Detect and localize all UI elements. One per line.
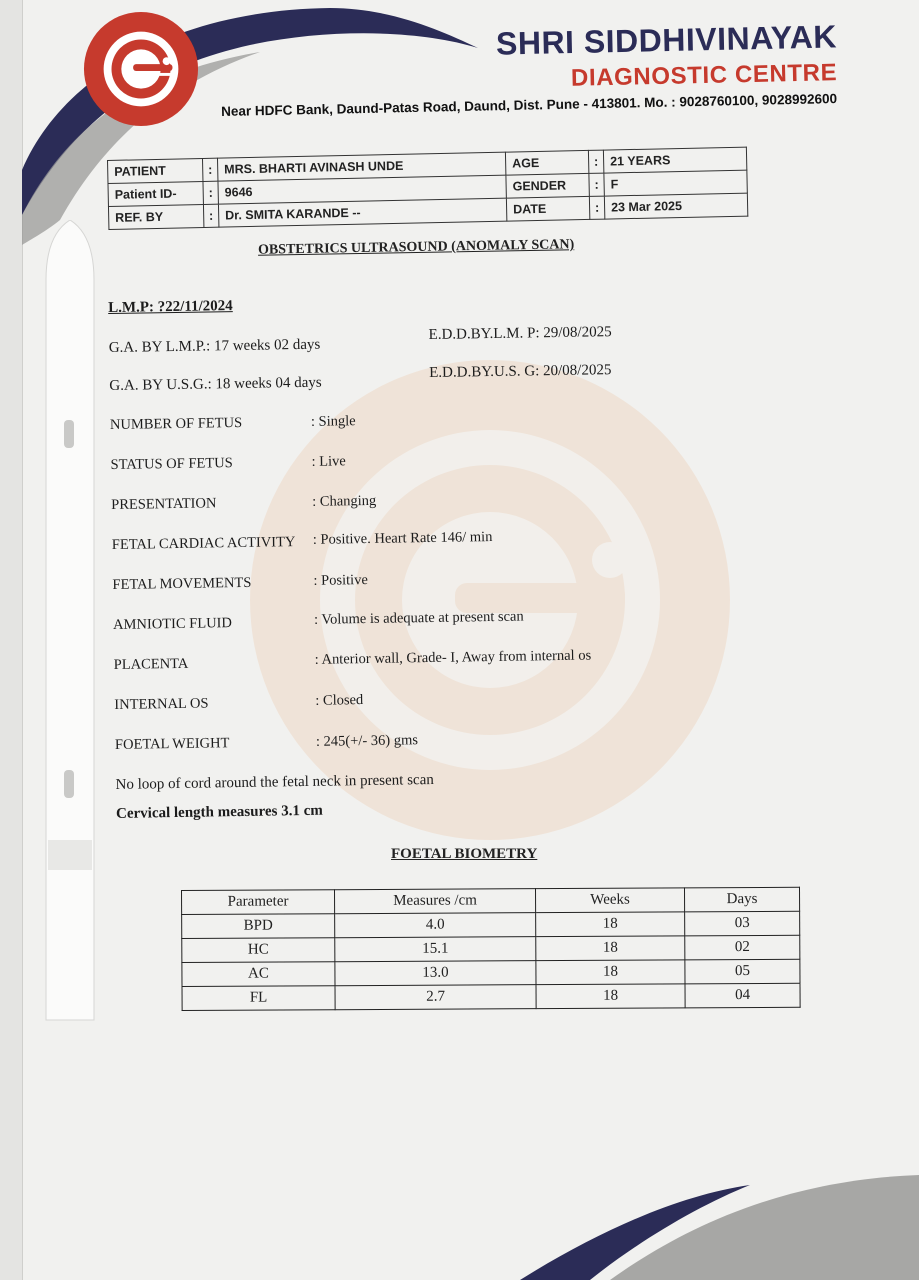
- table-cell: FL: [182, 986, 335, 1011]
- patient-label: PATIENT: [108, 158, 203, 183]
- footer-swoosh-graphic: [520, 1170, 919, 1280]
- cord-note: No loop of cord around the fetal neck in present scan: [115, 771, 434, 793]
- table-row: [182, 935, 800, 962]
- table-cell: HC: [182, 938, 335, 963]
- centre-name-line1: SHRI SIDDHIVINAYAK: [495, 18, 838, 62]
- table-cell: 15.1: [335, 937, 536, 962]
- finding-label: FETAL CARDIAC ACTIVITY: [111, 534, 296, 554]
- report-title: OBSTETRICS ULTRASOUND (ANOMALY SCAN): [257, 237, 575, 258]
- patient-name: MRS. BHARTI AVINASH UNDE: [217, 152, 505, 181]
- biometry-table: [181, 887, 801, 1011]
- gender-label: GENDER: [506, 173, 589, 198]
- table-cell: 05: [685, 959, 800, 984]
- column-header: Weeks: [535, 888, 684, 913]
- patient-id-value: 9646: [218, 175, 506, 204]
- table-cell: 4.0: [335, 913, 536, 938]
- ref-by-label: REF. BY: [108, 204, 203, 229]
- table-header-row: [182, 887, 800, 914]
- finding-label: FETAL MOVEMENTS: [112, 574, 252, 593]
- finding-label: STATUS OF FETUS: [110, 455, 233, 474]
- age-value: 21 YEARS: [603, 147, 746, 173]
- finding-value: : Anterior wall, Grade- I, Away from internal os: [314, 647, 592, 668]
- patient-info-table: PATIENT : MRS. BHARTI AVINASH UNDE AGE : 21 YEARS Patient ID- : 9646 GENDER : F REF. BY : Dr. SMITA KARANDE -- DATE : 23 Mar 2025: [107, 147, 748, 230]
- finding-label: INTERNAL OS: [114, 695, 209, 713]
- finding-value: : Live: [311, 453, 346, 470]
- finding-label: AMNIOTIC FLUID: [112, 615, 233, 633]
- date-value: 23 Mar 2025: [604, 193, 747, 219]
- table-cell: BPD: [182, 914, 335, 939]
- ga-by-lmp: G.A. BY L.M.P.: 17 weeks 02 days: [108, 336, 321, 357]
- finding-label: PLACENTA: [113, 655, 189, 673]
- lmp-date: L.M.P: ?22/11/2024: [108, 298, 233, 317]
- finding-value: : Positive: [313, 571, 368, 589]
- edd-by-lmp: E.D.D.BY.L.M. P: 29/08/2025: [428, 324, 612, 343]
- age-label: AGE: [505, 150, 588, 175]
- table-row: [182, 959, 800, 986]
- finding-value: : Positive. Heart Rate 146/ min: [312, 529, 493, 548]
- cervical-length-note: Cervical length measures 3.1 cm: [115, 802, 323, 822]
- table-row: [182, 911, 800, 938]
- ref-by-value: Dr. SMITA KARANDE --: [218, 198, 506, 227]
- table-cell: 04: [685, 983, 800, 1008]
- column-header: Days: [684, 887, 799, 912]
- finding-label: PRESENTATION: [111, 495, 217, 514]
- edd-by-usg: E.D.D.BY.U.S. G: 20/08/2025: [429, 362, 612, 381]
- centre-name-line2: DIAGNOSTIC CENTRE: [570, 59, 838, 92]
- finding-value: : Single: [310, 413, 356, 430]
- table-cell: 18: [536, 912, 685, 937]
- finding-label: NUMBER OF FETUS: [109, 414, 243, 434]
- biometry-title: FOETAL BIOMETRY: [391, 846, 538, 862]
- gender-value: F: [604, 170, 747, 196]
- finding-value: : Closed: [315, 692, 364, 709]
- table-cell: AC: [182, 962, 335, 987]
- column-header: Parameter: [182, 890, 335, 915]
- finding-label: FOETAL WEIGHT: [114, 735, 230, 753]
- table-cell: 03: [685, 911, 800, 936]
- finding-value: : 245(+/- 36) gms: [315, 732, 419, 750]
- ga-by-usg: G.A. BY U.S.G.: 18 weeks 04 days: [109, 374, 322, 395]
- table-cell: 2.7: [335, 985, 536, 1010]
- table-cell: 02: [685, 935, 800, 960]
- table-cell: 13.0: [335, 961, 536, 986]
- finding-value: : Changing: [312, 492, 377, 510]
- centre-address: Near HDFC Bank, Daund-Patas Road, Daund, Dist. Pune - 413801. Mo. : 9028760100, 9028992600: [221, 91, 838, 119]
- patient-id-label: Patient ID-: [108, 181, 203, 206]
- table-cell: 18: [536, 936, 685, 961]
- column-header: Measures /cm: [335, 889, 536, 914]
- table-row: [182, 983, 800, 1010]
- date-label: DATE: [506, 196, 589, 221]
- table-cell: 18: [536, 984, 685, 1009]
- finding-value: : Volume is adequate at present scan: [313, 608, 524, 628]
- table-cell: 18: [536, 960, 685, 985]
